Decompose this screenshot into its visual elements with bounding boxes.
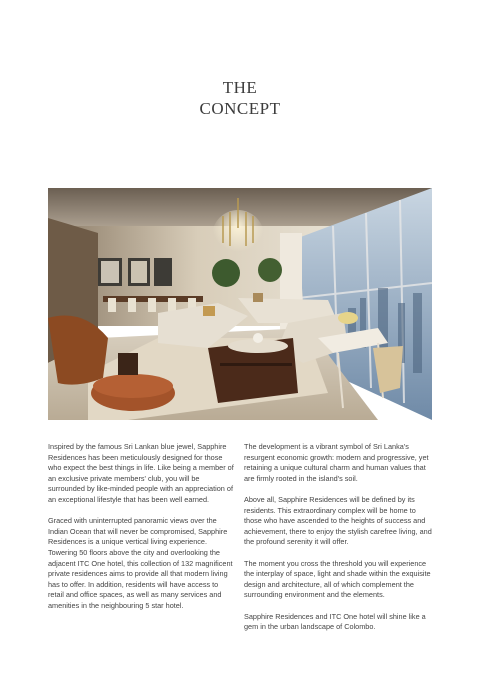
paragraph: Sapphire Residences and ITC One hotel will shine like a gem in the urban landscape of Colombo. [244, 611, 426, 632]
paragraph: Inspired by the famous Sri Lankan blue jewel, Sapphire Residences has been meticulously designed for those who expect the best things in life. Like being a member of an exclusive private members' club, you will be surrounded by like-minded people with an appreciation of an exceptional lifestyle that has been well earned. [48, 442, 234, 504]
right-text-column [244, 442, 432, 643]
paragraph: Above all, Sapphire Residences will be defined by its residents. This extraordinary complex will be home to those who have ascended to the heights of success and achievement, there to enjoy the stylish carefree living, and the profound serenity it will offer. [244, 494, 432, 547]
title-line-1: THE [222, 78, 258, 97]
interior-living-room-photo [48, 188, 432, 420]
title-line-2: CONCEPT [199, 99, 281, 118]
left-text-column [48, 442, 236, 622]
page-title [0, 77, 480, 119]
paragraph: The moment you cross the threshold you will experience the interplay of space, light and shade within the exquisite design and architecture, all of which complement the surrounding environment and the elements. [244, 558, 431, 600]
paragraph: The development is a vibrant symbol of Sri Lanka's resurgent economic growth: modern and progressive, yet retaining a unique cultural charm and human values that are firmly rooted in the island's soil. [244, 442, 429, 483]
paragraph: Graced with uninterrupted panoramic views over the Indian Ocean that will never be compromised, Sapphire Residences is a unique vertical living experience. Towering 50 floors above the city and overlooking the adjacent ITC One hotel, this collection of 132 magnificent private residences aims to provide all that modern living has to offer. In addition, residents will have access to retail and office spaces, as well as many services and amenities in the neighbouring 5 star hotel. [48, 516, 233, 610]
